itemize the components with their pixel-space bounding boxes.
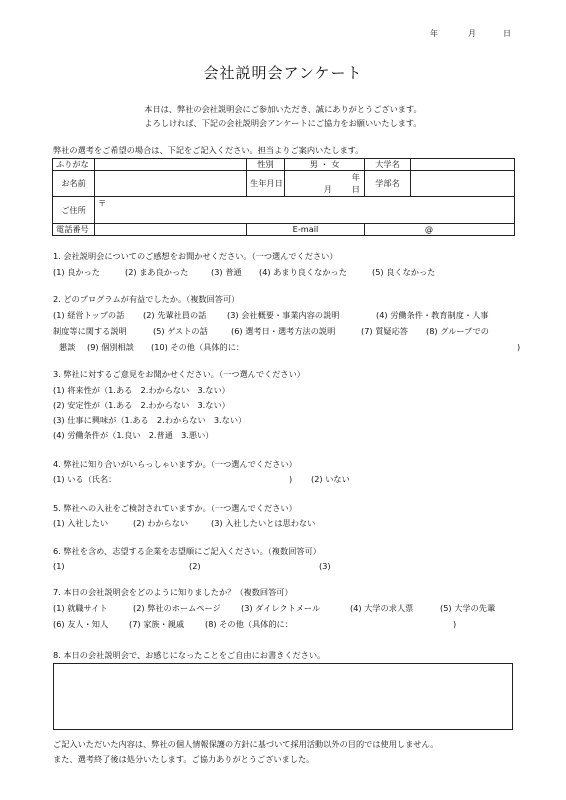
q6-choice-1[interactable]: (1): [53, 561, 65, 571]
birthdate-year: 年: [351, 172, 360, 182]
privacy-note-line-1: ご記入いただいた内容は、弊社の個人情報保護の方針に基づいて採用活動以外の目的では使用しません。: [53, 739, 439, 749]
intro-line-2: よろしければ、下記の会社説明会アンケートにご協力をお願いいたします。: [144, 118, 422, 128]
question-2-line-3: [53, 342, 521, 353]
address-label: ご住所: [53, 197, 95, 224]
date-year-label: 年: [430, 29, 438, 38]
furigana-label: ふりがな: [53, 159, 95, 171]
q6-choice-2[interactable]: (2): [189, 561, 201, 571]
question-3: 3. 弊社に対するご意見をお聞かせください。（一つ選んでください）: [53, 369, 305, 379]
name-field[interactable]: [95, 171, 247, 197]
q6-choice-3[interactable]: (3): [319, 561, 331, 571]
furigana-field[interactable]: [95, 159, 247, 171]
question-4-options: [53, 474, 513, 485]
q2-option-other[interactable]: (10) その他（具体的に：: [151, 342, 245, 352]
intro-line-1: 本日は、弊社の会社説明会にご参加いただき、誠にありがとうございます。: [144, 104, 422, 114]
q2-other-close: ): [517, 342, 521, 352]
birthdate-label: 生年月日: [247, 171, 285, 197]
q3-item[interactable]: (3) 仕事に興味が（1.ある 2.わからない 3.ない）: [53, 415, 247, 425]
email-at: @: [424, 224, 434, 235]
q7-other-close: ): [453, 619, 457, 629]
q2-option[interactable]: (5) ゲストの話: [153, 326, 208, 336]
q5-option[interactable]: (3) 入社したいとは思わない: [211, 518, 316, 528]
question-2: 2. どのプログラムが有益でしたか。（複数回答可）: [53, 294, 240, 304]
question-2-line-1: [53, 310, 513, 321]
question-1: 1. 会社説明会についてのご感想をお聞かせください。（一つ選んでください）: [53, 251, 338, 261]
university-field[interactable]: [411, 159, 515, 171]
birthdate-month: 月: [323, 184, 332, 194]
phone-field[interactable]: [95, 224, 247, 236]
question-7: 7. 本日の会社説明会をどのように知りましたか？（複数回答可）: [53, 587, 293, 597]
question-2-line-2: [53, 326, 513, 337]
q3-item[interactable]: (4) 労働条件が（1.良い 2.普通 3.悪い）: [53, 430, 214, 440]
question-5-options: [53, 518, 513, 529]
question-1-options: [53, 267, 513, 278]
q2-option-continued: 制度等に関する説明: [53, 326, 127, 336]
q7-option[interactable]: (6) 友人・知人: [53, 619, 109, 629]
q2-option[interactable]: (1) 経営トップの話: [53, 310, 125, 320]
q1-option[interactable]: (2) まあ良かった: [125, 267, 189, 277]
birthdate-day: 日: [351, 184, 360, 194]
question-7-line-2: [53, 619, 513, 630]
privacy-note-line-2: また、選考終了後は処分いたします。ご協力ありがとうございました。: [53, 754, 315, 764]
q3-item[interactable]: (2) 安定性が（1.ある 2.わからない 3.ない）: [53, 400, 230, 410]
q4-option[interactable]: (2) いない: [311, 474, 350, 484]
gender-label: 性別: [247, 159, 285, 171]
question-4: 4. 弊社に知り合いがいらっしゃいますか。（一つ選んでください）: [53, 459, 297, 469]
q2-option[interactable]: (6) 選考日・選考方法の説明: [231, 326, 336, 336]
email-field[interactable]: [365, 224, 515, 236]
question-5: 5. 弊社への入社をご検討されていますか。（一つ選んでください）: [53, 503, 297, 513]
email-label: E-mail: [247, 224, 365, 236]
q5-option[interactable]: (1) 入社したい: [53, 518, 109, 528]
gender-options[interactable]: 男 ・ 女: [285, 159, 365, 171]
free-comment-box[interactable]: [53, 663, 513, 730]
q7-option[interactable]: (1) 就職サイト: [53, 603, 108, 613]
faculty-field[interactable]: [411, 171, 515, 197]
q7-option-other[interactable]: (8) その他（具体的に：: [205, 619, 293, 629]
faculty-label: 学部名: [365, 171, 411, 197]
name-label: お名前: [53, 171, 95, 197]
q7-option[interactable]: (5) 大学の先輩: [440, 603, 496, 613]
q1-option[interactable]: (4) あまり良くなかった: [259, 267, 347, 277]
q2-option-continued: 懇談: [59, 342, 76, 352]
q7-option[interactable]: (4) 大学の求人票: [350, 603, 414, 613]
question-6: 6. 弊社を含め、志望する企業を志望順にご記入ください。（複数回答可）: [53, 546, 321, 556]
q2-option[interactable]: (4) 労働条件・教育制度・人事: [376, 310, 489, 320]
q7-option[interactable]: (3) ダイレクトメール: [241, 603, 321, 613]
date-month-label: 月: [468, 29, 476, 38]
q7-option[interactable]: (2) 弊社のホームページ: [133, 603, 221, 613]
question-6-options: [53, 561, 513, 572]
info-note: 弊社の選考をご希望の場合は、下記をご記入ください。担当よりご案内いたします。: [53, 145, 364, 155]
phone-label: 電話番号: [53, 224, 95, 236]
q1-option[interactable]: (3) 普通: [211, 267, 242, 277]
q5-option[interactable]: (2) わからない: [133, 518, 189, 528]
q1-option[interactable]: (5) 良くなかった: [372, 267, 436, 277]
q7-option[interactable]: (7) 家族・親戚: [129, 619, 185, 629]
q2-option[interactable]: (7) 質疑応答: [361, 326, 408, 336]
page-title: 会社説明会アンケート: [203, 64, 363, 82]
birthdate-field[interactable]: [285, 171, 365, 197]
q3-item[interactable]: (1) 将来性が（1.ある 2.わからない 3.ない）: [53, 385, 230, 395]
q2-option[interactable]: (8) グループでの: [426, 326, 489, 336]
q2-option[interactable]: (2) 先輩社員の話: [143, 310, 207, 320]
applicant-info-table: [52, 158, 515, 236]
q4-name-close: ): [289, 474, 293, 484]
date-day-label: 日: [503, 29, 511, 38]
q1-option[interactable]: (1) 良かった: [53, 267, 100, 277]
university-label: 大学名: [365, 159, 411, 171]
postal-mark: 〒: [98, 198, 107, 208]
q2-option[interactable]: (9) 個別相談: [87, 342, 134, 352]
address-field[interactable]: [95, 197, 515, 224]
q2-option[interactable]: (3) 会社概要・事業内容の説明: [227, 310, 340, 320]
question-8: 8. 本日の会社説明会で、お感じになったことをご自由にお書きください。: [53, 650, 326, 660]
q4-option[interactable]: (1) いる（氏名：: [53, 474, 117, 484]
question-7-line-1: [53, 603, 513, 614]
